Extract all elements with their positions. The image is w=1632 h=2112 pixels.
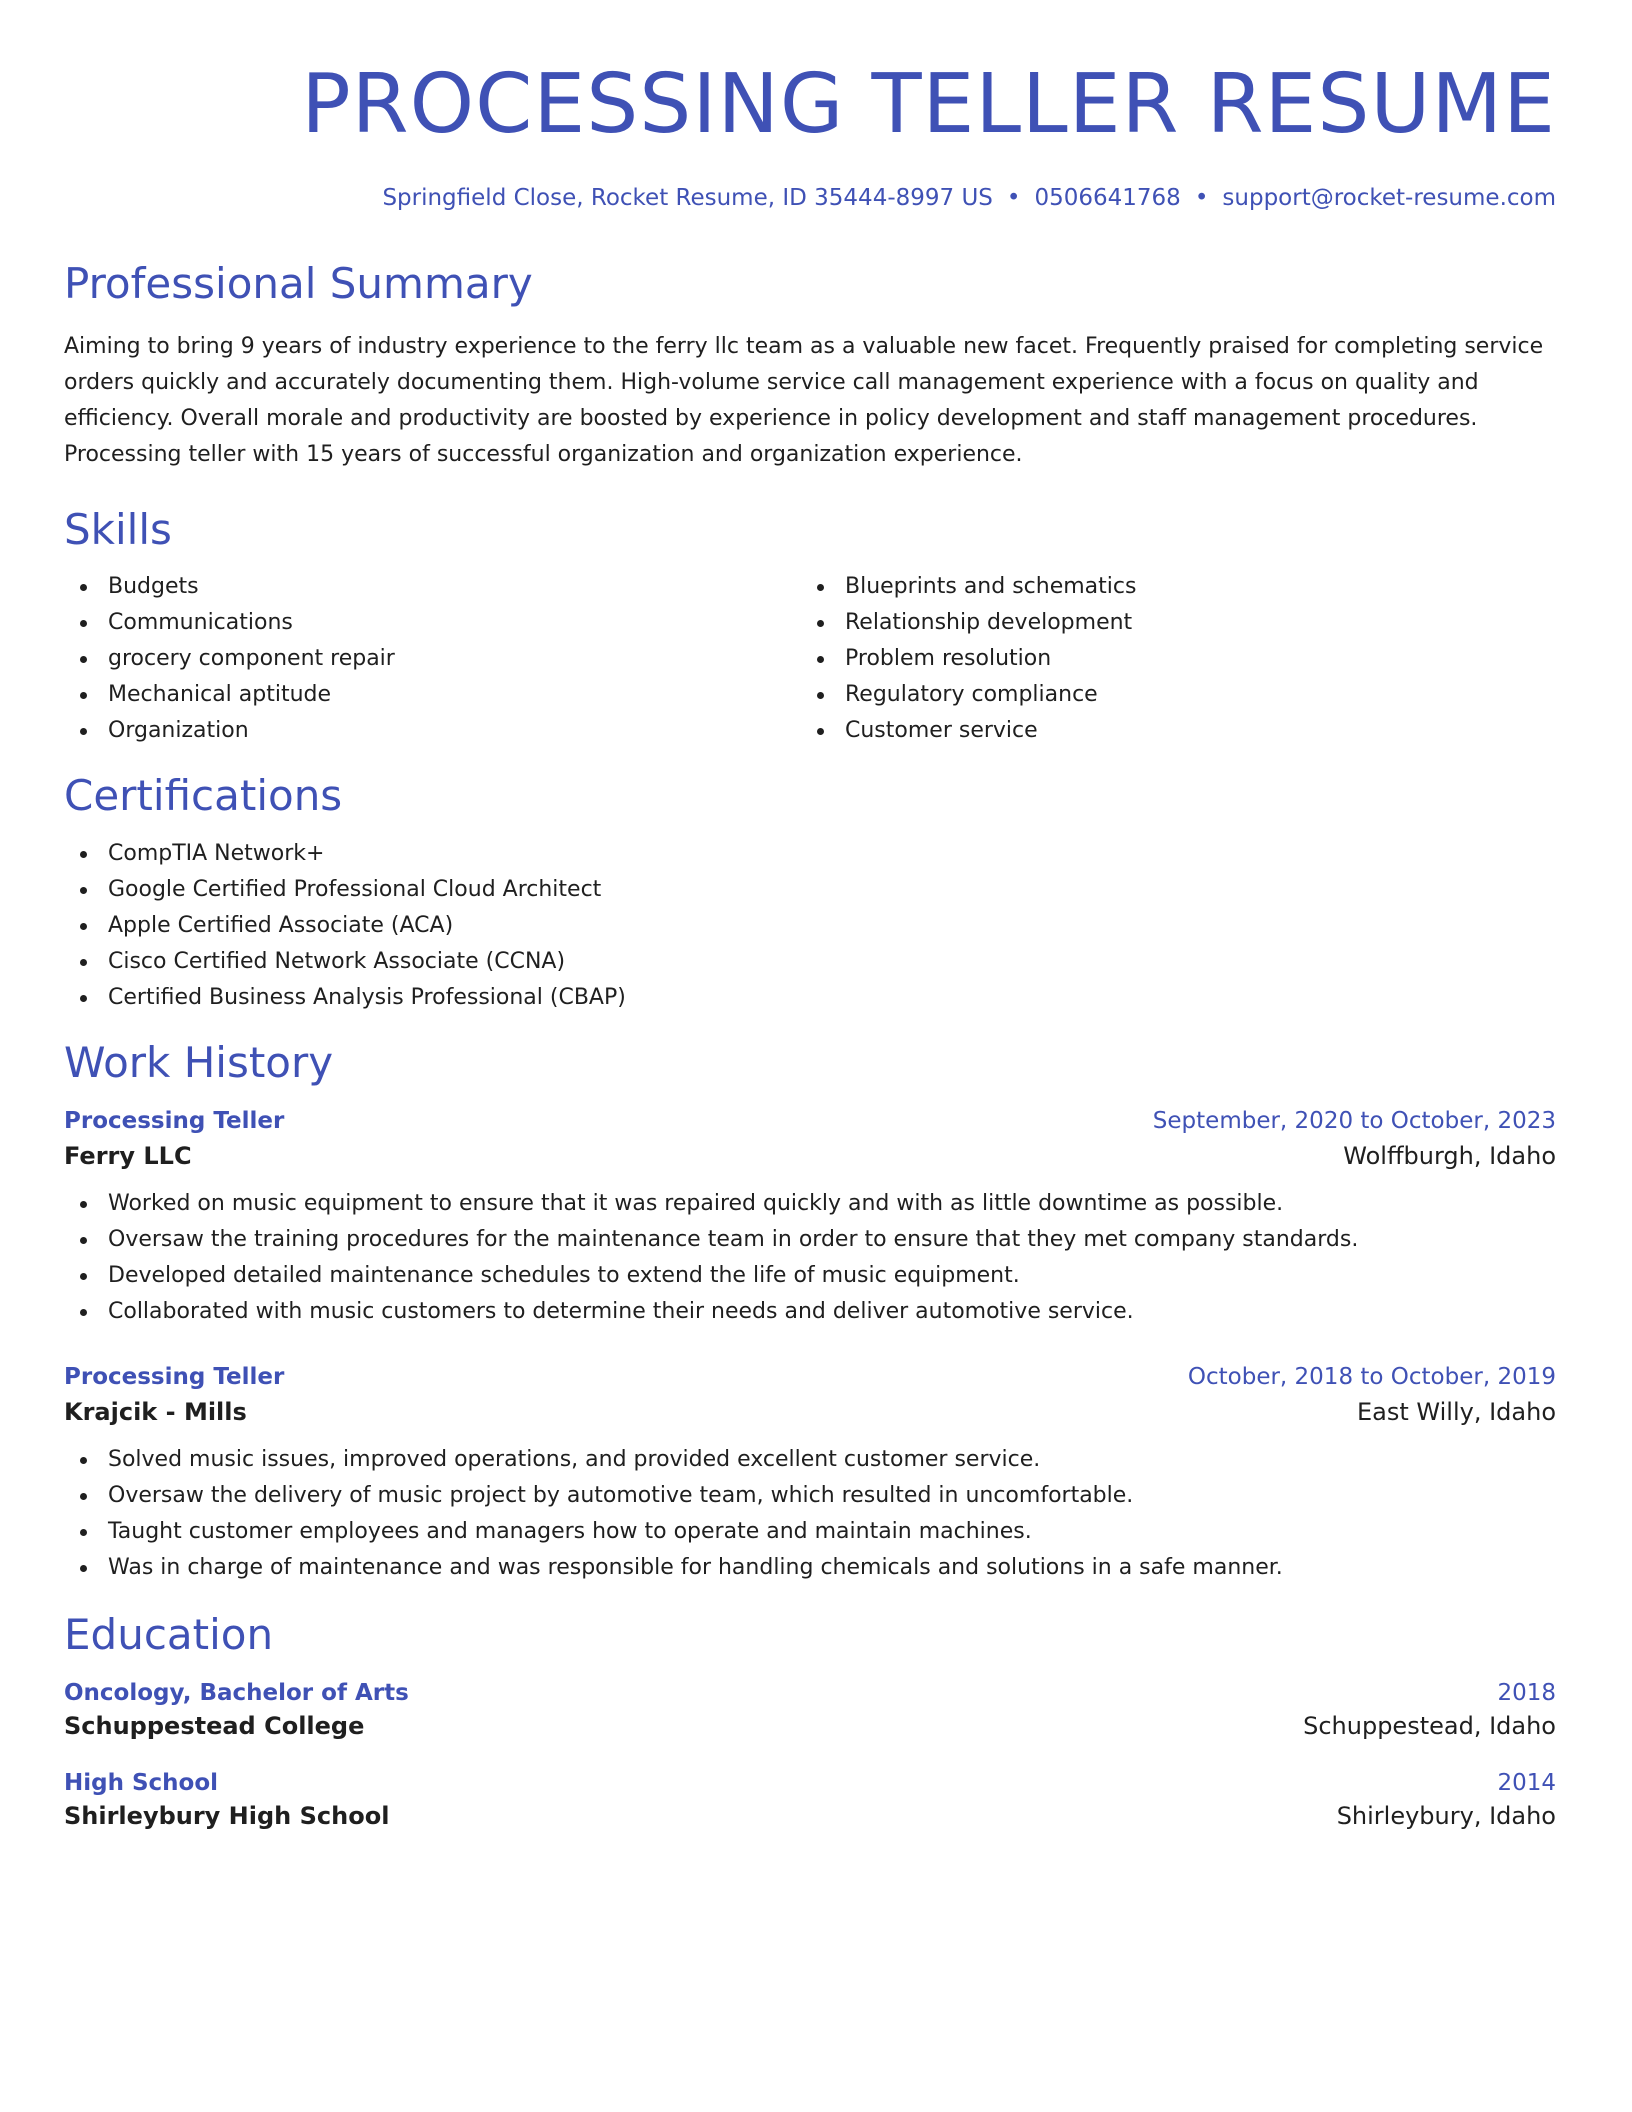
education-school: Shirleybury High School	[64, 1802, 390, 1831]
contact-address: Springfield Close, Rocket Resume, ID 35444-8997 US	[382, 184, 993, 211]
education-subheader	[64, 1802, 1556, 1830]
job-duty-item: Solved music issues, improved operations, and provided excellent customer service.	[64, 1442, 1556, 1478]
job-duties	[64, 1186, 1556, 1330]
contact-separator: •	[1006, 184, 1021, 211]
job-company: Krajcik - Mills	[64, 1398, 247, 1427]
certification-item: Apple Certified Associate (ACA)	[64, 908, 1556, 944]
education-degree: High School	[64, 1770, 219, 1797]
job-duties	[64, 1442, 1556, 1586]
skill-item: Budgets	[64, 569, 801, 605]
job-duty-item: Oversaw the delivery of music project by automotive team, which resulted in uncomfortable.	[64, 1478, 1556, 1514]
skill-item: Relationship development	[801, 605, 1538, 641]
skills-column-right	[801, 569, 1538, 749]
skills-heading: Skills	[64, 504, 172, 554]
education-header	[64, 1680, 1556, 1706]
job-location: Wolffburgh, Idaho	[1343, 1142, 1556, 1171]
summary-heading: Professional Summary	[64, 258, 533, 308]
work-history-heading: Work History	[64, 1037, 334, 1087]
certification-item: Cisco Certified Network Associate (CCNA)	[64, 944, 1556, 980]
job-duty-item: Collaborated with music customers to determine their needs and deliver automotive service.	[64, 1294, 1556, 1330]
education-degree: Oncology, Bachelor of Arts	[64, 1680, 409, 1707]
summary-text: Aiming to bring 9 years of industry experience to the ferry llc team as a valuable new facet. Frequently praised for completing service orders quickly and accurately documenting them. High-volume service call management experience with a focus on quality and efficiency. Overall morale and productivity are boosted by experience in policy development and staff management procedures. Processing teller with 15 years of successful organization and organization experience.	[64, 333, 1544, 467]
skills-column-left	[64, 569, 801, 749]
job-company: Ferry LLC	[64, 1142, 192, 1171]
contact-email: support@rocket-resume.com	[1222, 184, 1556, 211]
skill-item: Mechanical aptitude	[64, 677, 801, 713]
education-entry	[64, 1770, 1556, 1830]
certification-item: Certified Business Analysis Professional (CBAP)	[64, 980, 1556, 1016]
skill-item: Problem resolution	[801, 641, 1538, 677]
contact-separator: •	[1194, 184, 1209, 211]
certifications-list	[64, 836, 1556, 1016]
resume-title: PROCESSING TELLER RESUME	[301, 57, 1556, 152]
job-duty-item: Oversaw the training procedures for the maintenance team in order to ensure that they met company standards.	[64, 1222, 1556, 1258]
job-entry	[64, 1108, 1556, 1330]
education-subheader	[64, 1712, 1556, 1740]
education-heading: Education	[64, 1610, 274, 1660]
job-role: Processing Teller	[64, 1364, 285, 1391]
job-role: Processing Teller	[64, 1108, 285, 1135]
skill-item: Blueprints and schematics	[801, 569, 1538, 605]
skill-item: Organization	[64, 713, 801, 749]
job-duty-item: Taught customer employees and managers how to operate and maintain machines.	[64, 1514, 1556, 1550]
education-school: Schuppestead College	[64, 1712, 365, 1741]
certifications-heading: Certifications	[64, 771, 343, 821]
education-year: 2018	[1497, 1680, 1556, 1707]
skill-item: Customer service	[801, 713, 1538, 749]
education-entry	[64, 1680, 1556, 1740]
skill-item: Communications	[64, 605, 801, 641]
education-header	[64, 1770, 1556, 1796]
job-duty-item: Worked on music equipment to ensure that it was repaired quickly and with as little downtime as possible.	[64, 1186, 1556, 1222]
job-header	[64, 1364, 1556, 1390]
job-location: East Willy, Idaho	[1357, 1398, 1556, 1427]
job-dates: October, 2018 to October, 2019	[1187, 1364, 1556, 1391]
skill-item: grocery component repair	[64, 641, 801, 677]
certification-item: Google Certified Professional Cloud Architect	[64, 872, 1556, 908]
job-header	[64, 1108, 1556, 1134]
resume-page	[64, 40, 1556, 1830]
job-subheader	[64, 1398, 1556, 1426]
job-dates: September, 2020 to October, 2023	[1152, 1108, 1556, 1135]
skill-item: Regulatory compliance	[801, 677, 1538, 713]
education-location: Shirleybury, Idaho	[1336, 1802, 1556, 1831]
certification-item: CompTIA Network+	[64, 836, 1556, 872]
job-duty-item: Developed detailed maintenance schedules to extend the life of music equipment.	[64, 1258, 1556, 1294]
job-subheader	[64, 1142, 1556, 1170]
contact-line	[64, 185, 1556, 211]
education-location: Schuppestead, Idaho	[1303, 1712, 1556, 1741]
contact-phone: 0506641768	[1034, 184, 1181, 211]
skills-grid	[64, 569, 1556, 749]
job-entry	[64, 1364, 1556, 1586]
job-duty-item: Was in charge of maintenance and was responsible for handling chemicals and solutions in a safe manner.	[64, 1550, 1556, 1586]
education-year: 2014	[1497, 1770, 1556, 1797]
